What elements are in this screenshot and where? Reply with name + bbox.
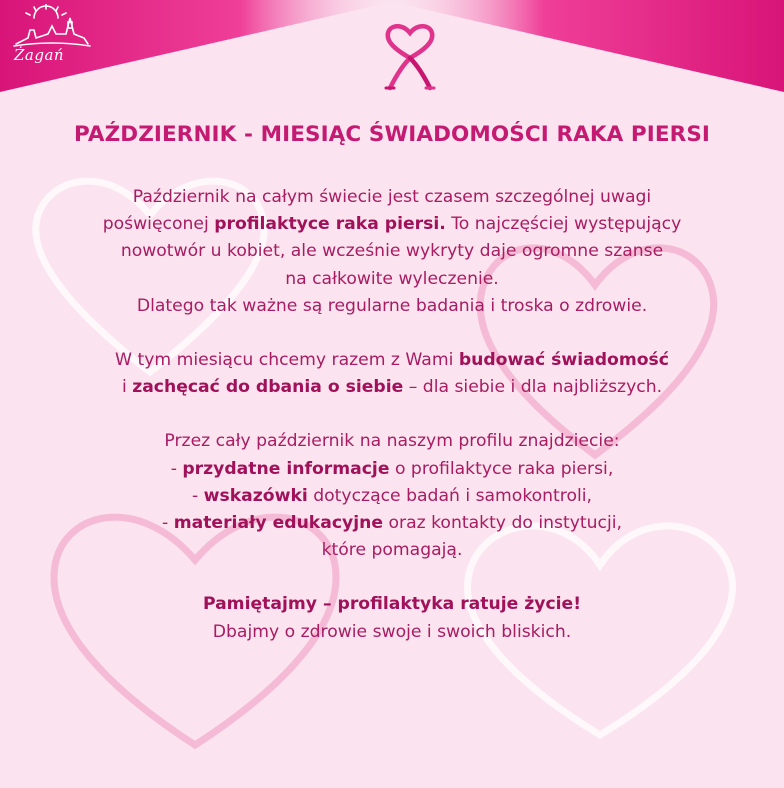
main-text (0, 184, 784, 646)
top-banner-right (384, 0, 784, 100)
paragraph-1: Październik na całym świecie jest czasem szczególnej uwagi poświęconej profilaktyce raka piersi. To najczęściej występujący nowotwór u kobiet, ale wcześnie wykryty daje ogromne szanse na całkowite wyleczenie. Dlatego tak ważne są regularne badania i troska o zdrowie. (102, 187, 682, 316)
logo-text: Żagań (14, 46, 65, 64)
paragraph-2: W tym miesiącu chcemy razem z Wami budować świadomość i zachęcać do dbania o siebie – dla siebie i dla najbliższych. (115, 350, 669, 398)
paragraph-4: Pamiętajmy – profilaktyka ratuje życie! Dbajmy o zdrowie swoje i swoich bliskich. (202, 594, 582, 642)
paragraph-3: Przez cały październik na naszym profilu znajdziecie: - przydatne informacje o profilaktyce raka piersi, - wskazówki dotyczące badań i samokontroli, - materiały edukacyjne oraz kontakty do instytucji, które pomagają. (162, 431, 622, 561)
page-title: PAŹDZIERNIK - MIESIĄC ŚWIADOMOŚCI RAKA PIERSI (73, 122, 711, 147)
pink-ribbon-heart-icon (384, 22, 436, 96)
